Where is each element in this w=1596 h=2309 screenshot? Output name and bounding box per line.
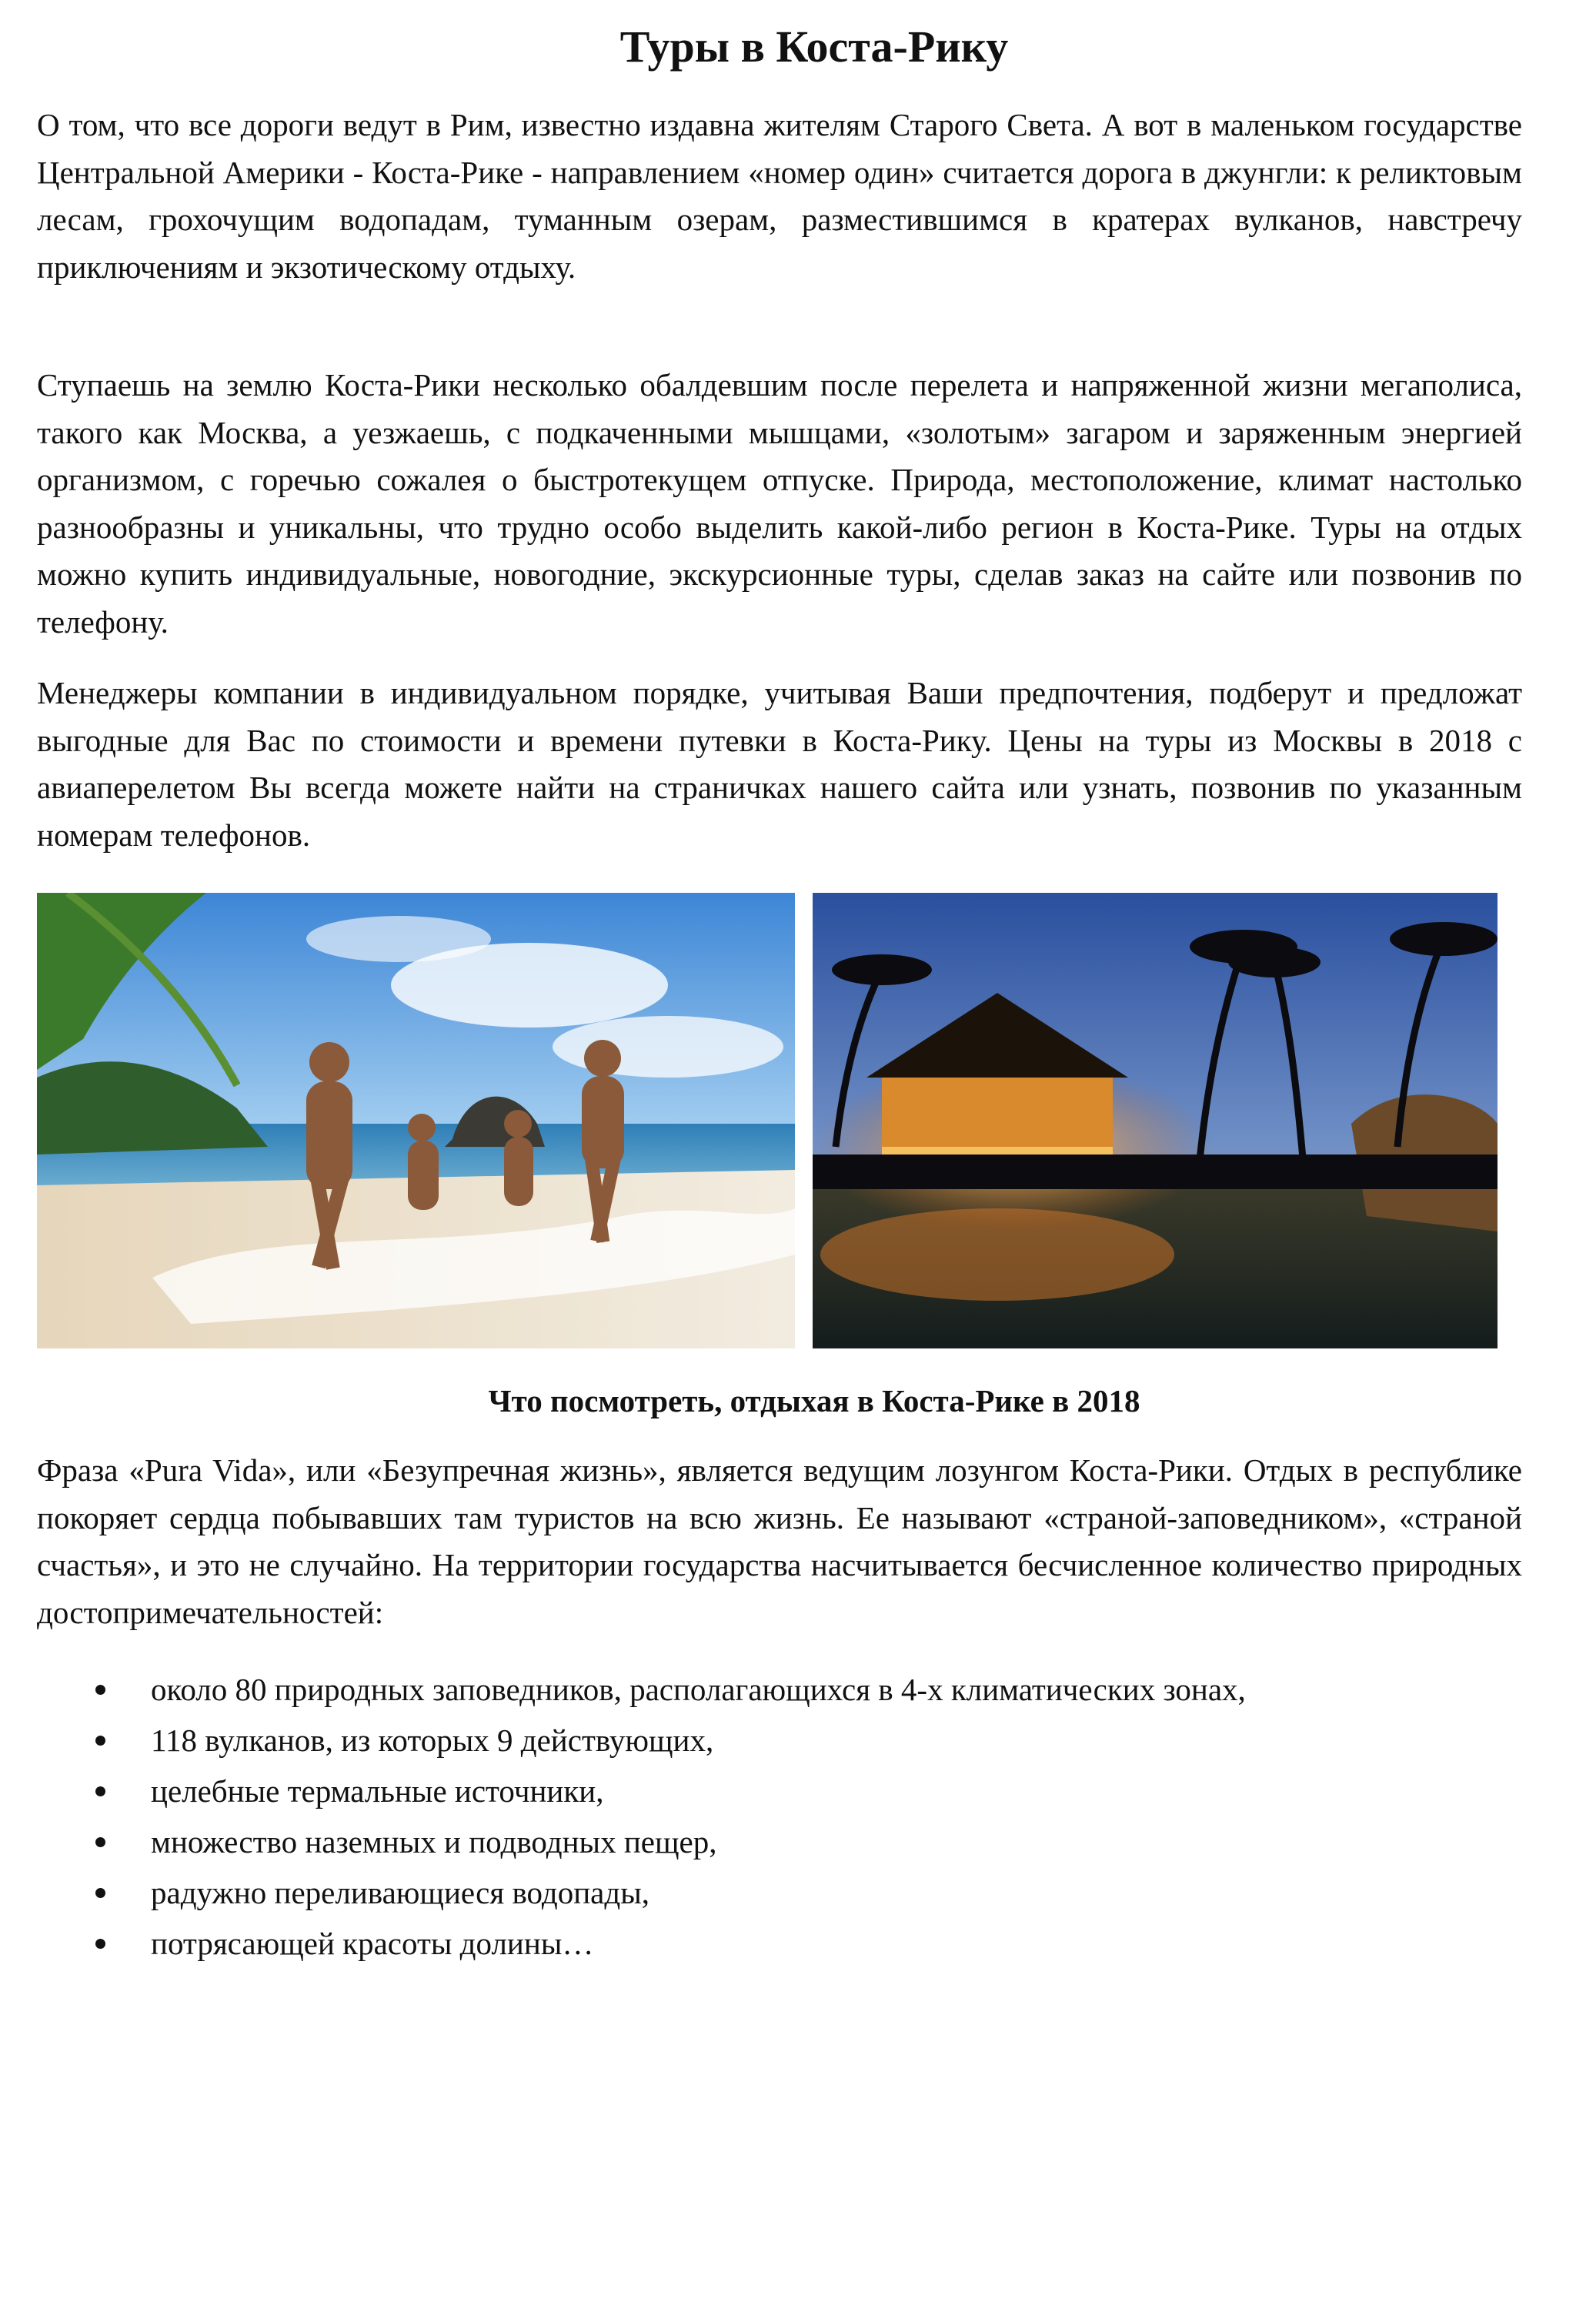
bullet-icon — [95, 1837, 105, 1847]
list-item — [37, 1867, 1522, 1918]
paragraph-pura-vida: Фраза «Pura Vida», или «Безупречная жизнь», является ведущим лозунгом Коста-Рики. Отдых в республике покоряет сердца побывавших там туристов на всю жизнь. Ее называют «страной-заповедником», «страной счастья», и это не случайно. На территории государства насчитывается бесчисленное количество природных достопримечательностей: — [37, 1452, 1522, 1630]
paragraph-managers: Менеджеры компании в индивидуальном порядке, учитывая Ваши предпочтения, подберут и предложат выгодные для Вас по стоимости и времени путевки в Коста-Рику. Цены на туры из Москвы в 2018 с авиаперелетом Вы всегда можете найти на страничках нашего сайта или узнать, позвонив по указанным номерам телефонов. — [37, 675, 1522, 853]
bullet-icon — [95, 1685, 105, 1695]
paragraph-arrival: Ступаешь на землю Коста-Рики несколько обалдевшим после перелета и напряженной жизни мегаполиса, такого как Москва, а уезжаешь, с подкаченными мышцами, «золотым» загаром и заряженным энергией организмом, с горечью сожалея о быстротекущем отпуске. Природа, местоположение, климат настолько разнообразны и уникальны, что трудно особо выделить какой-либо регион в Коста-Рике. Туры на отдых можно купить индивидуальные, новогодние, экскурсионные туры, сделав заказ на сайте или позвонив по телефону. — [37, 367, 1522, 640]
resort-sunset-photo — [813, 893, 1498, 1348]
list-item-text: множество наземных и подводных пещер, — [151, 1824, 717, 1860]
list-item — [37, 1816, 1522, 1867]
list-item — [37, 1715, 1522, 1766]
list-item-text: 118 вулканов, из которых 9 действующих, — [151, 1723, 714, 1758]
page-title: Туры в Коста-Рику — [619, 22, 1009, 72]
list-item — [37, 1918, 1522, 1969]
list-item-text: около 80 природных заповедников, располагающихся в 4-х климатических зонах, — [151, 1672, 1246, 1707]
beach-family-photo — [37, 893, 795, 1348]
attractions-list — [37, 1664, 1522, 1969]
bullet-icon — [95, 1786, 105, 1796]
list-item-text: целебные термальные источники, — [151, 1773, 604, 1809]
paragraph-intro: О том, что все дороги ведут в Рим, известно издавна жителям Старого Света. А вот в маленьком государстве Центральной Америки - Коста-Рике - направлением «номер один» считается дорога в джунгли: к реликтовым лесам, грохочущим водопадам, туманным озерам, разместившимся в кратерах вулканов, навстречу приключениям и экзотическому отдыху. — [37, 107, 1522, 285]
section-heading: Что посмотреть, отдыхая в Коста-Рике в 2018 — [488, 1383, 1140, 1418]
bullet-icon — [95, 1736, 105, 1746]
bullet-icon — [95, 1888, 105, 1898]
list-item — [37, 1766, 1522, 1816]
bullet-icon — [95, 1939, 105, 1949]
list-item-text: потрясающей красоты долины… — [151, 1926, 594, 1961]
list-item-text: радужно переливающиеся водопады, — [151, 1875, 650, 1910]
list-item — [37, 1664, 1522, 1715]
